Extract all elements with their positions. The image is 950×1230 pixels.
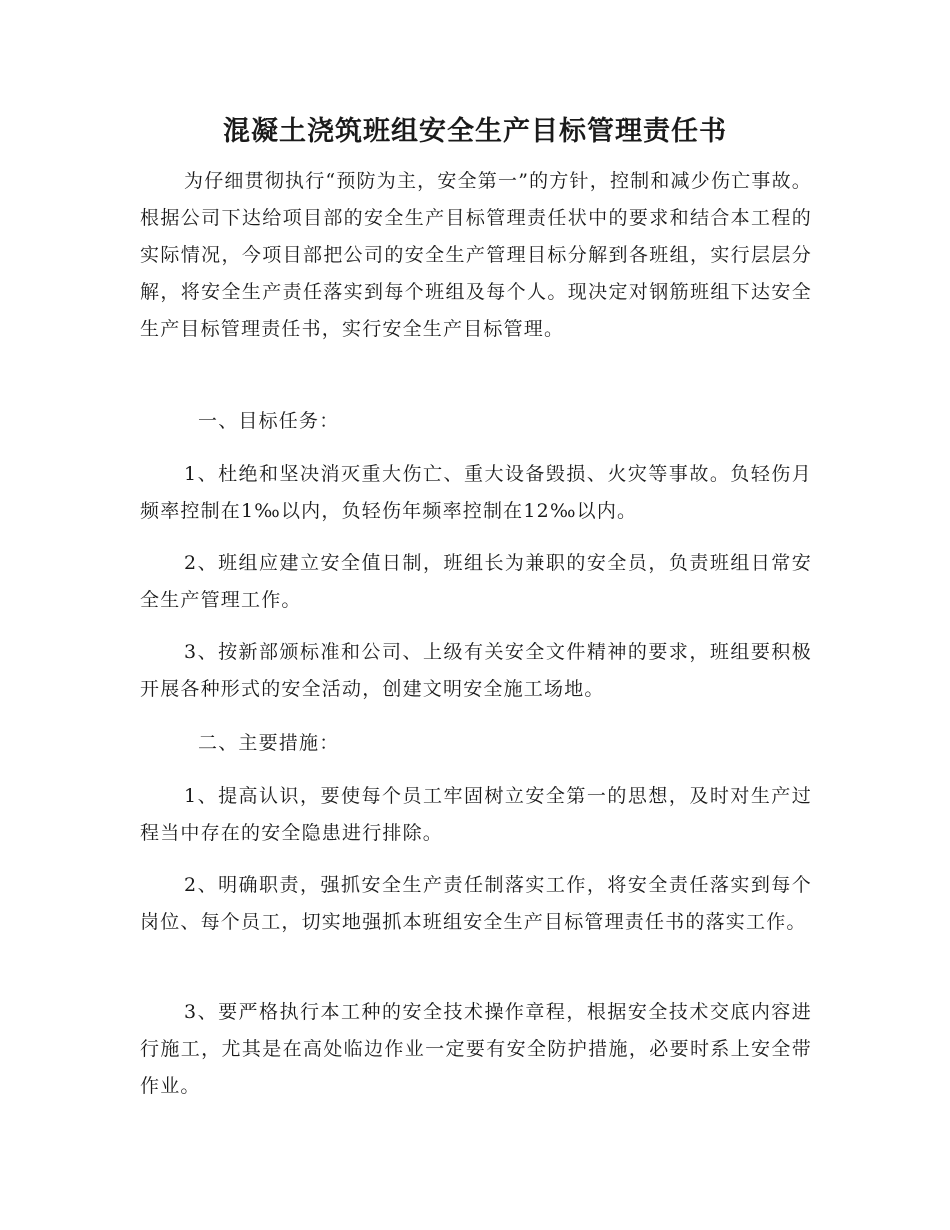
intro-paragraph: 为仔细贯彻执行“预防为主，安全第一”的方针，控制和减少伤亡事故。根据公司下达给项目部的安全生产目标管理责任状中的要求和结合本工程的实际情况，今项目部把公司的安全生产管理目标分解到各班组，实行层层分解，将安全生产责任落实到每个班组及每个人。现决定对钢筋班组下达安全生产目标管理责任书，实行安全生产目标管理。 <box>140 170 812 340</box>
measure-item-3: 3、要严格执行本工种的安全技术操作章程，根据安全技术交底内容进行施工，尤其是在高处临边作业一定要有安全防护措施，必要时系上安全带作业。 <box>140 1001 812 1097</box>
goal-item-1: 1、杜绝和坚决消灭重大伤亡、重大设备毁损、火灾等事故。负轻伤月频率控制在1‰以内，负轻伤年频率控制在12‰以内。 <box>140 463 812 522</box>
section-heading-goals: 一、目标任务： <box>198 410 340 432</box>
measure-item-1: 1、提高认识，要使每个员工牢固树立安全第一的思想，及时对生产过程当中存在的安全隐患进行排除。 <box>140 785 812 844</box>
document-title: 混凝土浇筑班组安全生产目标管理责任书 <box>223 116 727 147</box>
measure-item-2: 2、明确职责，强抓安全生产责任制落实工作，将安全责任落实到每个岗位、每个员工，切实地强抓本班组安全生产目标管理责任书的落实工作。 <box>140 874 812 933</box>
section-heading-measures: 二、主要措施： <box>198 732 340 754</box>
goal-item-3: 3、按新部颁标准和公司、上级有关安全文件精神的要求，班组要积极开展各种形式的安全活动，创建文明安全施工场地。 <box>140 641 812 700</box>
goal-item-2: 2、班组应建立安全值日制，班组长为兼职的安全员，负责班组日常安全生产管理工作。 <box>140 552 812 611</box>
